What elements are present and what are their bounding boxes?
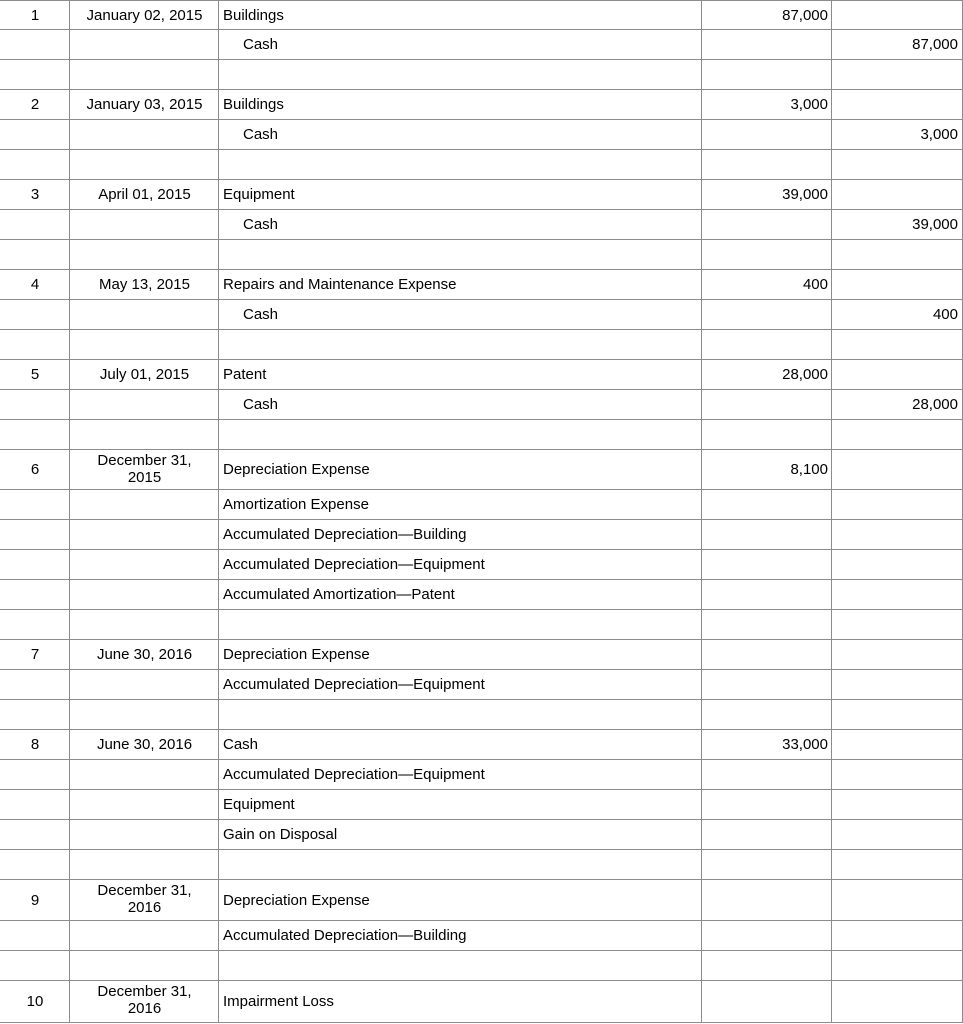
table-row bbox=[0, 820, 963, 850]
debit-field[interactable]: 39,000 bbox=[701, 180, 832, 210]
empty-cell bbox=[0, 951, 70, 981]
credit-field[interactable] bbox=[831, 270, 963, 300]
credit-field[interactable] bbox=[831, 921, 963, 951]
entry-date-blank bbox=[69, 580, 219, 610]
empty-cell bbox=[218, 150, 702, 180]
entry-date[interactable] bbox=[69, 981, 219, 1023]
entry-date[interactable]: January 03, 2015 bbox=[69, 90, 219, 120]
entry-number: 10 bbox=[0, 981, 70, 1023]
table-row bbox=[0, 640, 963, 670]
empty-cell bbox=[831, 850, 963, 880]
account-field[interactable]: Impairment Loss bbox=[218, 981, 702, 1023]
entry-number: 2 bbox=[0, 90, 70, 120]
empty-cell bbox=[831, 420, 963, 450]
table-row bbox=[0, 490, 963, 520]
credit-field[interactable] bbox=[831, 90, 963, 120]
account-field[interactable]: Patent bbox=[218, 360, 702, 390]
entry-number-blank bbox=[0, 921, 70, 951]
account-field[interactable]: Accumulated Depreciation—Building bbox=[218, 520, 702, 550]
debit-field[interactable] bbox=[701, 640, 832, 670]
empty-cell bbox=[701, 951, 832, 981]
account-field[interactable]: Cash bbox=[218, 30, 702, 60]
empty-cell bbox=[218, 240, 702, 270]
credit-field[interactable]: 400 bbox=[831, 300, 963, 330]
debit-field[interactable] bbox=[701, 550, 832, 580]
empty-cell bbox=[218, 951, 702, 981]
entry-number-blank bbox=[0, 210, 70, 240]
empty-cell bbox=[701, 610, 832, 640]
credit-field[interactable] bbox=[831, 0, 963, 30]
debit-field[interactable] bbox=[701, 520, 832, 550]
empty-cell bbox=[218, 60, 702, 90]
debit-field[interactable] bbox=[701, 880, 832, 921]
debit-field[interactable] bbox=[701, 760, 832, 790]
table-row bbox=[0, 0, 963, 30]
empty-cell bbox=[701, 60, 832, 90]
entry-date-blank bbox=[69, 790, 219, 820]
account-field[interactable]: Equipment bbox=[218, 180, 702, 210]
account-field[interactable]: Cash bbox=[218, 730, 702, 760]
empty-cell bbox=[0, 330, 70, 360]
account-field[interactable]: Depreciation Expense bbox=[218, 450, 702, 490]
entry-date[interactable]: January 02, 2015 bbox=[69, 0, 219, 30]
table-row bbox=[0, 580, 963, 610]
debit-field[interactable] bbox=[701, 490, 832, 520]
account-field[interactable]: Cash bbox=[218, 120, 702, 150]
entry-number-blank bbox=[0, 390, 70, 420]
credit-field[interactable] bbox=[831, 760, 963, 790]
empty-cell bbox=[69, 850, 219, 880]
debit-field[interactable] bbox=[701, 820, 832, 850]
entry-number: 4 bbox=[0, 270, 70, 300]
table-row bbox=[0, 180, 963, 210]
credit-field[interactable] bbox=[831, 360, 963, 390]
empty-cell bbox=[701, 150, 832, 180]
account-field[interactable]: Accumulated Depreciation—Equipment bbox=[218, 670, 702, 700]
credit-field[interactable] bbox=[831, 670, 963, 700]
entry-number-blank bbox=[0, 790, 70, 820]
entry-date[interactable]: July 01, 2015 bbox=[69, 360, 219, 390]
entry-number: 8 bbox=[0, 730, 70, 760]
separator-row bbox=[0, 420, 963, 450]
entry-number-blank bbox=[0, 820, 70, 850]
table-row bbox=[0, 520, 963, 550]
empty-cell bbox=[701, 240, 832, 270]
empty-cell bbox=[831, 700, 963, 730]
account-field[interactable]: Accumulated Depreciation—Equipment bbox=[218, 550, 702, 580]
debit-field[interactable] bbox=[701, 30, 832, 60]
empty-cell bbox=[701, 700, 832, 730]
entry-date-line2: 2015 bbox=[127, 469, 162, 486]
table-row bbox=[0, 120, 963, 150]
table-row bbox=[0, 390, 963, 420]
credit-field[interactable] bbox=[831, 580, 963, 610]
separator-row bbox=[0, 330, 963, 360]
table-row bbox=[0, 210, 963, 240]
table-row bbox=[0, 90, 963, 120]
credit-field[interactable] bbox=[831, 730, 963, 760]
debit-field[interactable]: 3,000 bbox=[701, 90, 832, 120]
entry-number: 3 bbox=[0, 180, 70, 210]
empty-cell bbox=[69, 330, 219, 360]
empty-cell bbox=[0, 60, 70, 90]
table-row bbox=[0, 921, 963, 951]
entry-number: 7 bbox=[0, 640, 70, 670]
table-row bbox=[0, 360, 963, 390]
credit-field[interactable] bbox=[831, 180, 963, 210]
entry-date-line2: 2016 bbox=[127, 1000, 162, 1017]
credit-field[interactable] bbox=[831, 880, 963, 921]
credit-field[interactable] bbox=[831, 520, 963, 550]
table-row bbox=[0, 760, 963, 790]
account-field[interactable]: Buildings bbox=[218, 90, 702, 120]
credit-field[interactable] bbox=[831, 790, 963, 820]
debit-field[interactable]: 400 bbox=[701, 270, 832, 300]
separator-row bbox=[0, 951, 963, 981]
debit-field[interactable] bbox=[701, 670, 832, 700]
empty-cell bbox=[0, 610, 70, 640]
table-row bbox=[0, 670, 963, 700]
table-row bbox=[0, 270, 963, 300]
entry-date-blank bbox=[69, 490, 219, 520]
debit-field[interactable]: 28,000 bbox=[701, 360, 832, 390]
empty-cell bbox=[218, 330, 702, 360]
table-row bbox=[0, 790, 963, 820]
credit-field[interactable] bbox=[831, 450, 963, 490]
separator-row bbox=[0, 240, 963, 270]
credit-field[interactable]: 39,000 bbox=[831, 210, 963, 240]
table-row bbox=[0, 981, 963, 1023]
empty-cell bbox=[69, 951, 219, 981]
debit-field[interactable]: 8,100 bbox=[701, 450, 832, 490]
debit-field[interactable] bbox=[701, 981, 832, 1023]
separator-row bbox=[0, 60, 963, 90]
entry-date-blank bbox=[69, 550, 219, 580]
debit-field[interactable] bbox=[701, 580, 832, 610]
account-field[interactable]: Equipment bbox=[218, 790, 702, 820]
debit-field[interactable] bbox=[701, 300, 832, 330]
entry-date[interactable]: June 30, 2016 bbox=[69, 730, 219, 760]
account-field[interactable]: Depreciation Expense bbox=[218, 880, 702, 921]
empty-cell bbox=[701, 850, 832, 880]
entry-date-blank bbox=[69, 300, 219, 330]
empty-cell bbox=[701, 330, 832, 360]
credit-field[interactable] bbox=[831, 640, 963, 670]
entry-number: 9 bbox=[0, 880, 70, 921]
account-field[interactable]: Repairs and Maintenance Expense bbox=[218, 270, 702, 300]
debit-field[interactable]: 87,000 bbox=[701, 0, 832, 30]
credit-field[interactable]: 3,000 bbox=[831, 120, 963, 150]
separator-row bbox=[0, 700, 963, 730]
entry-date-line1: December 31, bbox=[97, 882, 192, 899]
empty-cell bbox=[0, 700, 70, 730]
entry-date-blank bbox=[69, 670, 219, 700]
entry-date-line1: December 31, bbox=[97, 452, 192, 469]
entry-number-blank bbox=[0, 760, 70, 790]
separator-row bbox=[0, 850, 963, 880]
table-row bbox=[0, 550, 963, 580]
empty-cell bbox=[218, 700, 702, 730]
empty-cell bbox=[218, 420, 702, 450]
entry-date[interactable]: May 13, 2015 bbox=[69, 270, 219, 300]
entry-date-line2: 2016 bbox=[127, 899, 162, 916]
account-field[interactable]: Buildings bbox=[218, 0, 702, 30]
empty-cell bbox=[69, 150, 219, 180]
empty-cell bbox=[69, 700, 219, 730]
entry-date-blank bbox=[69, 921, 219, 951]
credit-field[interactable] bbox=[831, 550, 963, 580]
empty-cell bbox=[831, 330, 963, 360]
entry-date-blank bbox=[69, 30, 219, 60]
credit-field[interactable] bbox=[831, 820, 963, 850]
table-row bbox=[0, 880, 963, 921]
separator-row bbox=[0, 150, 963, 180]
entry-date[interactable]: June 30, 2016 bbox=[69, 640, 219, 670]
entry-date-blank bbox=[69, 390, 219, 420]
entry-number-blank bbox=[0, 670, 70, 700]
entry-date-line1: December 31, bbox=[97, 983, 192, 1000]
entry-number: 5 bbox=[0, 360, 70, 390]
table-row bbox=[0, 450, 963, 490]
debit-field[interactable]: 33,000 bbox=[701, 730, 832, 760]
account-field[interactable]: Accumulated Depreciation—Building bbox=[218, 921, 702, 951]
entry-number-blank bbox=[0, 550, 70, 580]
entry-number-blank bbox=[0, 580, 70, 610]
account-field[interactable]: Accumulated Amortization—Patent bbox=[218, 580, 702, 610]
credit-field[interactable]: 87,000 bbox=[831, 30, 963, 60]
entry-date-blank bbox=[69, 820, 219, 850]
empty-cell bbox=[0, 850, 70, 880]
credit-field[interactable]: 28,000 bbox=[831, 390, 963, 420]
entry-number-blank bbox=[0, 490, 70, 520]
empty-cell bbox=[69, 610, 219, 640]
credit-field[interactable] bbox=[831, 981, 963, 1023]
separator-row bbox=[0, 610, 963, 640]
entry-number-blank bbox=[0, 300, 70, 330]
debit-field[interactable] bbox=[701, 210, 832, 240]
table-row bbox=[0, 300, 963, 330]
entry-number-blank bbox=[0, 30, 70, 60]
account-field[interactable]: Accumulated Depreciation—Equipment bbox=[218, 760, 702, 790]
entry-number: 1 bbox=[0, 0, 70, 30]
entry-date-blank bbox=[69, 120, 219, 150]
account-field[interactable]: Cash bbox=[218, 390, 702, 420]
entry-date-blank bbox=[69, 520, 219, 550]
entry-date-blank bbox=[69, 210, 219, 240]
empty-cell bbox=[0, 150, 70, 180]
account-field[interactable]: Depreciation Expense bbox=[218, 640, 702, 670]
debit-field[interactable] bbox=[701, 120, 832, 150]
entry-date-blank bbox=[69, 760, 219, 790]
empty-cell bbox=[69, 60, 219, 90]
account-field[interactable]: Cash bbox=[218, 300, 702, 330]
empty-cell bbox=[69, 420, 219, 450]
account-field[interactable]: Cash bbox=[218, 210, 702, 240]
empty-cell bbox=[831, 150, 963, 180]
empty-cell bbox=[701, 420, 832, 450]
entry-number: 6 bbox=[0, 450, 70, 490]
credit-field[interactable] bbox=[831, 490, 963, 520]
empty-cell bbox=[218, 850, 702, 880]
empty-cell bbox=[831, 240, 963, 270]
debit-field[interactable] bbox=[701, 790, 832, 820]
empty-cell bbox=[831, 60, 963, 90]
empty-cell bbox=[218, 610, 702, 640]
debit-field[interactable] bbox=[701, 921, 832, 951]
entry-date[interactable] bbox=[69, 880, 219, 921]
empty-cell bbox=[831, 610, 963, 640]
entry-number-blank bbox=[0, 520, 70, 550]
account-field[interactable]: Amortization Expense bbox=[218, 490, 702, 520]
entry-number-blank bbox=[0, 120, 70, 150]
debit-field[interactable] bbox=[701, 390, 832, 420]
empty-cell bbox=[831, 951, 963, 981]
table-row bbox=[0, 730, 963, 760]
entry-date[interactable] bbox=[69, 450, 219, 490]
account-field[interactable]: Gain on Disposal bbox=[218, 820, 702, 850]
empty-cell bbox=[0, 420, 70, 450]
entry-date[interactable]: April 01, 2015 bbox=[69, 180, 219, 210]
empty-cell bbox=[0, 240, 70, 270]
empty-cell bbox=[69, 240, 219, 270]
table-row bbox=[0, 30, 963, 60]
